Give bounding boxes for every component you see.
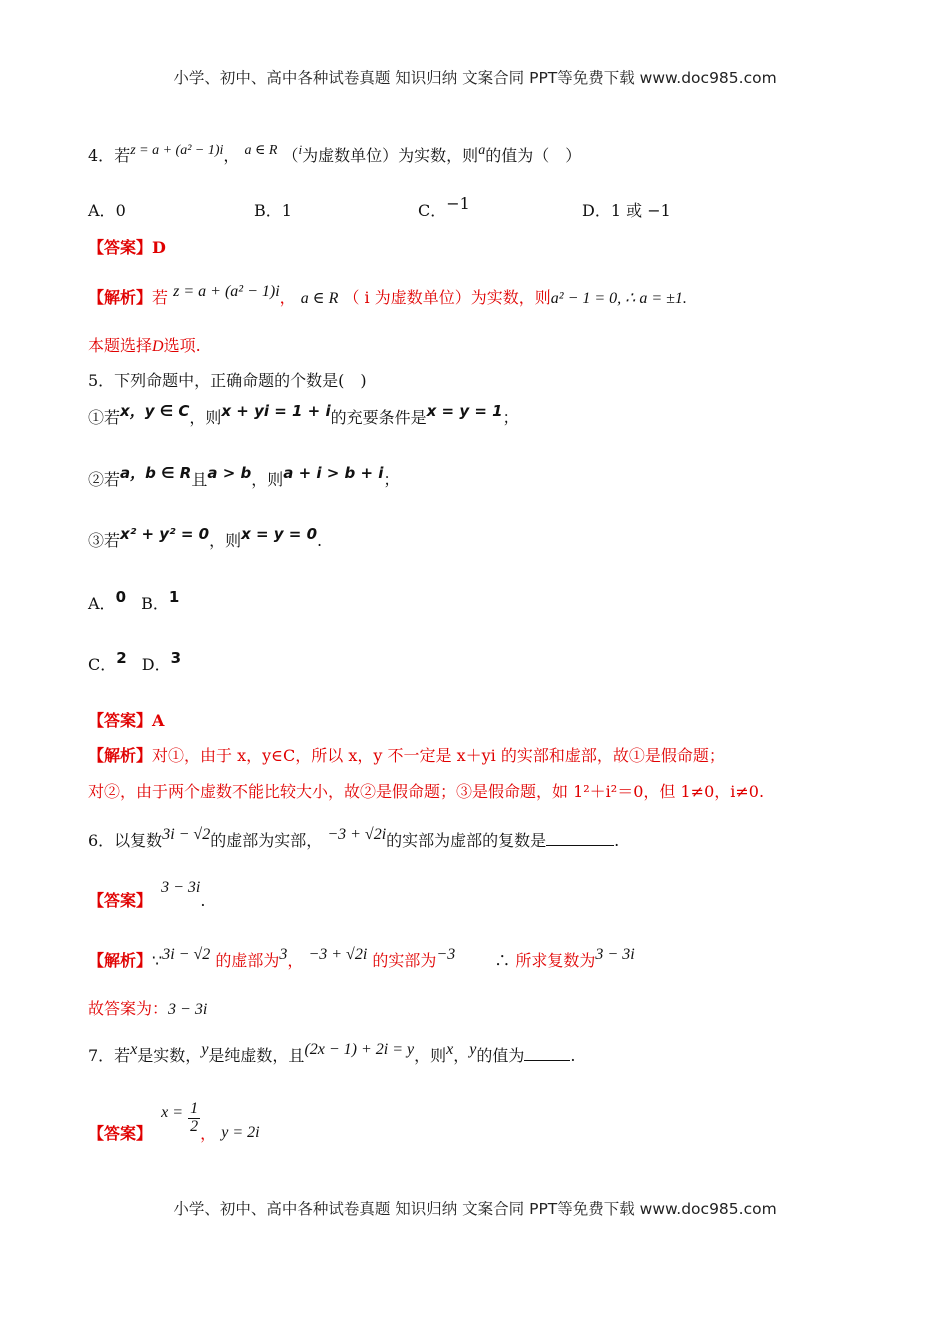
q7-separator: ，	[453, 1046, 470, 1065]
q6-analysis-expr-e: −3 + √2i	[308, 946, 368, 963]
q4-conclusion-letter: D	[152, 338, 164, 355]
q4-text-after: 为虚数单位）为实数，则	[302, 146, 479, 165]
q5-p1-mid: 的充要条件是	[330, 408, 427, 427]
q7-stem	[88, 1043, 576, 1066]
q4-conclusion-pre: 本题选择	[88, 336, 153, 355]
q5-proposition-1	[88, 402, 519, 428]
q4-ruo: 若	[114, 146, 131, 165]
q7-answer-comma: ，	[200, 1123, 217, 1143]
q7-answer-y: y = 2i	[221, 1123, 260, 1141]
q5-option-d-label: D．	[141, 655, 171, 674]
q6-because-symbol: ∵	[152, 951, 163, 970]
q6-analysis-comma: ，	[287, 951, 304, 970]
q6-analysis-text-i: 所求复数为	[515, 951, 596, 970]
q6-final-pre: 故答案为：	[88, 999, 169, 1018]
q4-stem	[88, 143, 581, 166]
q5-option-b-value: 1	[168, 588, 180, 606]
q5-option-a-label: A．	[88, 594, 116, 613]
q4-conclusion-post: 选项.	[163, 336, 201, 355]
answer-label: 【答案】	[88, 711, 153, 730]
q5-analysis-line-2: 对②，由于两个虚数不能比较大小，故②是假命题；③是假命题，如 1²＋i²＝0，但 1≠0，i≠0.	[88, 782, 765, 801]
q7-blank[interactable]	[524, 1060, 570, 1061]
q4-i-symbol: i	[298, 142, 303, 157]
q6-expression-1: 3i − √2	[162, 826, 211, 843]
q5-p2-then: ，则	[251, 470, 284, 489]
q7-equation: (2x − 1) + 2i = y	[304, 1041, 415, 1058]
q5-option-c-label: C．	[88, 655, 117, 674]
q5-p3-result: x = y = 0	[241, 525, 318, 543]
q4-option-c-label: C．	[418, 201, 447, 220]
q5-p2-condition: a > b	[207, 464, 252, 482]
q5-p1-equation: x + yi = 1 + i	[221, 402, 331, 420]
q4-option-b-value: 1	[281, 201, 292, 220]
q6-analysis-value-c: 3	[279, 946, 288, 963]
q7-mid-3: ，则	[414, 1046, 447, 1065]
q4-a-symbol: a	[478, 143, 486, 158]
q7-mid-4: 的值为	[476, 1046, 525, 1065]
q4-paren: （	[282, 146, 299, 165]
q4-number: 4．	[88, 146, 115, 165]
q5-proposition-2	[88, 464, 400, 490]
q5-analysis-line-1	[88, 743, 725, 766]
analysis-label: 【解析】	[88, 288, 153, 307]
q5-options-row-2	[88, 649, 182, 675]
q4-answer-value: D	[152, 238, 166, 257]
q7-x-symbol-2: x	[446, 1041, 454, 1058]
q4-option-a	[88, 198, 126, 221]
q5-proposition-3	[88, 525, 323, 551]
q4-option-b	[254, 198, 292, 221]
q7-y-symbol-2: y	[469, 1041, 477, 1058]
q6-final-value: 3 − 3i	[168, 1001, 208, 1018]
q4-analysis-mid: （ i 为虚数单位）为实数，则	[343, 288, 551, 307]
q7-x-symbol: x	[130, 1041, 138, 1058]
q6-analysis-value-g: −3	[436, 946, 456, 963]
analysis-label: 【解析】	[88, 951, 153, 970]
q5-option-b-label: B．	[141, 594, 169, 613]
q6-stem	[88, 828, 619, 851]
q5-p2-result: a + i > b + i	[283, 464, 384, 482]
q5-option-a-value: 0	[115, 588, 126, 606]
q5-answer	[88, 708, 164, 731]
q5-p1-condition: x = y = 1	[426, 402, 503, 420]
page-header: 小学、初中、高中各种试卷真题 知识归纳 文案合同 PPT等免费下载 www.doc985.com	[173, 69, 777, 87]
q4-option-a-value: 0	[115, 201, 126, 220]
q6-final-answer	[88, 996, 207, 1019]
q6-end: .	[614, 831, 620, 850]
q4-text-end: 的值为（ ）	[485, 146, 582, 165]
q4-option-b-label: B．	[254, 201, 282, 220]
q4-analysis-ruo: 若	[152, 288, 169, 307]
q4-option-c-value: −1	[446, 194, 470, 213]
q4-conclusion	[88, 333, 201, 356]
q5-p2-end: ；	[383, 470, 400, 489]
q5-p3-condition: x² + y² = 0	[120, 525, 210, 543]
q7-answer-x: x =	[161, 1103, 184, 1121]
q5-option-c-value: 2	[116, 649, 127, 667]
q4-analysis	[88, 285, 687, 308]
q6-expression-2: −3 + √2i	[327, 826, 387, 843]
analysis-label: 【解析】	[88, 746, 153, 765]
q4-option-d-label: D．	[582, 201, 611, 220]
q5-p1-vars: x，y ∈ C	[120, 402, 190, 420]
q6-analysis-text-b: 的虚部为	[215, 951, 280, 970]
q4-analysis-expression: z = a + (a² − 1)i	[173, 283, 280, 300]
answer-label: 【答案】	[88, 238, 153, 257]
q4-analysis-comma: ，	[279, 288, 296, 307]
answer-label: 【答案】	[88, 1123, 153, 1143]
q5-p2-and: 且	[191, 470, 208, 489]
q6-analysis-text-f: 的实部为	[372, 951, 437, 970]
q6-answer-value: 3 − 3i	[161, 879, 201, 896]
q5-p2-pre: ②若	[88, 470, 121, 489]
q6-blank[interactable]	[546, 845, 614, 846]
q4-expression: z = a + (a² − 1)i	[130, 143, 224, 158]
page-footer: 小学、初中、高中各种试卷真题 知识归纳 文案合同 PPT等免费下载 www.doc985.com	[173, 1200, 777, 1218]
q7-fraction-denominator: 2	[190, 1117, 199, 1135]
q7-fraction-numerator: 1	[190, 1100, 199, 1117]
q5-p1-end: ；	[502, 408, 519, 427]
q6-analysis-expr-a: 3i − √2	[162, 946, 211, 963]
q5-p2-vars: a，b ∈ R	[120, 464, 192, 482]
q5-p3-end: .	[317, 531, 323, 550]
q6-number: 6．以复数	[88, 831, 163, 850]
q4-comma: ，	[223, 146, 240, 165]
q7-number: 7．若	[88, 1046, 131, 1065]
q4-option-c	[418, 194, 470, 221]
q5-p1-then: ，则	[189, 408, 222, 427]
q6-answer	[88, 879, 206, 911]
q6-analysis	[88, 948, 635, 971]
q5-analysis-text-1: 对①，由于 x，y∈C，所以 x，y 不一定是 x＋yi 的实部和虚部，故①是假命题；	[152, 746, 725, 765]
q7-mid-1: 是实数，	[137, 1046, 202, 1065]
q7-y-symbol: y	[201, 1041, 209, 1058]
q6-answer-dot: .	[200, 891, 206, 910]
q5-stem: 5．下列命题中，正确命题的个数是( )	[88, 371, 367, 390]
q5-p3-then: ，则	[209, 531, 242, 550]
q7-answer	[88, 1095, 260, 1143]
q4-condition: a ∈ R	[244, 143, 278, 158]
q6-analysis-result: 3 − 3i	[595, 946, 635, 963]
q7-end: .	[570, 1046, 576, 1065]
q7-mid-2: 是纯虚数，且	[208, 1046, 305, 1065]
q6-mid-1: 的虚部为实部，	[210, 831, 323, 850]
answer-label: 【答案】	[88, 891, 153, 910]
q4-analysis-result: a² − 1 = 0, ∴ a = ±1.	[550, 290, 687, 307]
q7-answer-fraction	[188, 1101, 200, 1136]
q6-mid-2: 的实部为虚部的复数是	[386, 831, 547, 850]
q6-therefore-symbol: ∴	[494, 951, 511, 970]
q5-answer-value: A	[152, 711, 165, 730]
q5-options-row-1	[88, 588, 180, 614]
q4-analysis-condition: a ∈ R	[300, 290, 339, 307]
q4-answer	[88, 235, 166, 258]
q5-p1-pre: ①若	[88, 408, 121, 427]
q4-option-d	[582, 198, 671, 221]
q4-option-d-value: 1 或 −1	[610, 201, 671, 220]
q5-option-d-value: 3	[170, 649, 182, 667]
q5-p3-pre: ③若	[88, 531, 121, 550]
q4-option-a-label: A．	[88, 201, 116, 220]
